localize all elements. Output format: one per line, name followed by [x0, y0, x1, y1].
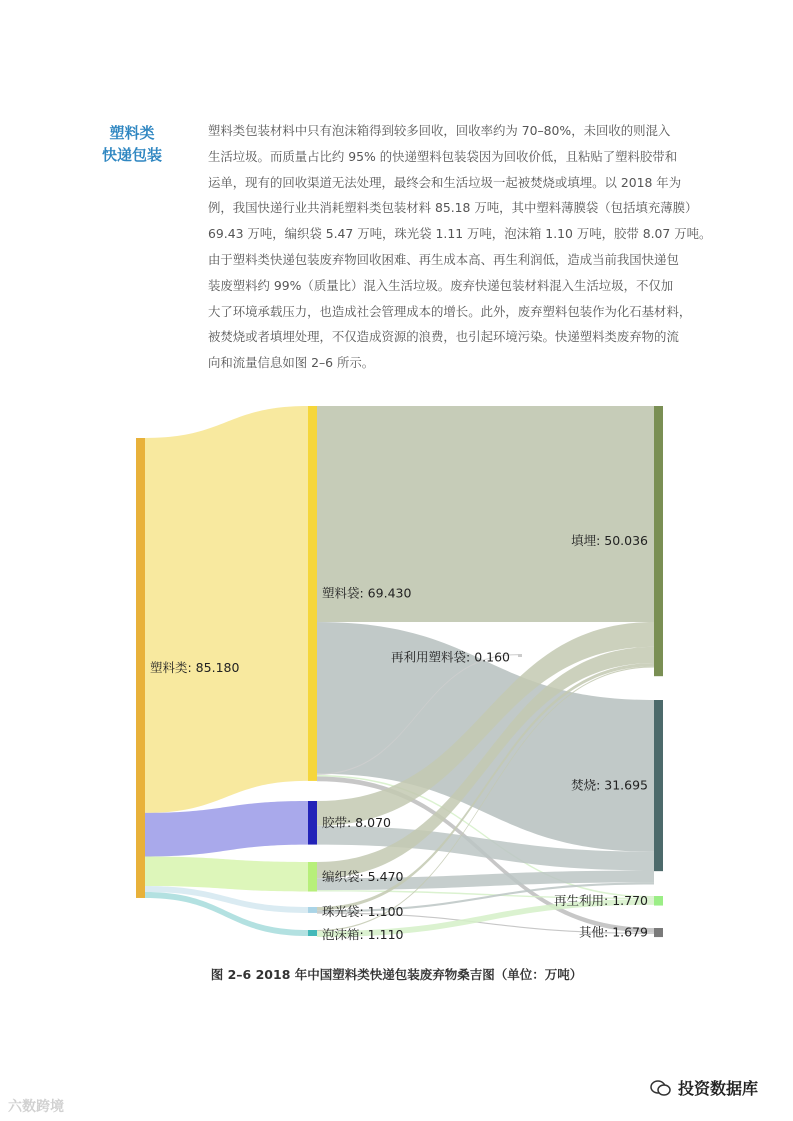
sankey-node-reuse	[518, 654, 522, 657]
section-title-line-2: 快递包装	[101, 146, 162, 164]
wechat-icon	[650, 1079, 672, 1097]
sankey-node-woven	[308, 862, 317, 892]
sankey-label-landfill: 填埋: 50.036	[571, 533, 648, 549]
sankey-label-other: 其他: 1.679	[579, 924, 648, 940]
paragraph-line: 大了环境承载压力，也造成社会管理成本的增长。此外，废弃塑料包装作为化石基材料，	[208, 303, 692, 319]
sankey-link-plastic-bag	[145, 406, 308, 813]
sankey-link-plastic-woven	[145, 857, 308, 892]
figure-caption: 图 2–6 2018 年中国塑料类快递包装废弃物桑吉图（单位：万吨）	[210, 967, 583, 982]
sankey-label-tape: 胶带: 8.070	[322, 814, 391, 830]
paragraph-line: 由于塑料类快递包装废弃物回收困难、再生成本高、再生利润低，造成当前我国快递包	[208, 251, 679, 267]
sankey-label-pearl: 珠光袋: 1.100	[322, 903, 404, 919]
sankey-label-foam: 泡沫箱: 1.110	[322, 926, 404, 942]
sankey-label-recycle: 再生利用: 1.770	[554, 892, 648, 908]
sankey-label-incin: 焚烧: 31.695	[571, 777, 648, 793]
sankey-node-pearl	[308, 907, 317, 913]
sankey-node-incin	[654, 700, 663, 871]
section-title-line-1: 塑料类	[109, 124, 155, 142]
paragraph-line: 运单，现有的回收渠道无法处理，最终会和生活垃圾一起被焚烧或填埋。以 2018 年为	[208, 174, 682, 190]
paragraph-line: 被焚烧或者填埋处理，不仅造成资源的浪费，也引起环境污染。快递塑料类废弃物的流	[208, 329, 679, 345]
sankey-node-tape	[308, 801, 317, 845]
watermark-left: 六数跨境	[8, 1099, 64, 1115]
sankey-node-foam	[308, 930, 317, 936]
sankey-label-reuse: 再利用塑料袋: 0.160	[391, 649, 510, 665]
paragraph-line: 69.43 万吨，编织袋 5.47 万吨，珠光袋 1.11 万吨，泡沫箱 1.10 万吨，胶带 8.07 万吨。	[208, 226, 712, 242]
sankey-label-plastic: 塑料类: 85.180	[150, 659, 240, 675]
watermark-right	[650, 1076, 758, 1099]
paragraph-line: 塑料类包装材料中只有泡沫箱得到较多回收，回收率约为 70–80%，未回收的则混入	[208, 123, 671, 138]
paragraph-line: 装废塑料约 99%（质量比）混入生活垃圾。废弃快递包装材料混入生活垃圾，不仅加	[208, 277, 674, 293]
sankey-node-plastic	[136, 438, 145, 898]
paragraph-line: 生活垃圾。而质量占比约 95% 的快递塑料包装袋因为回收价低，且粘贴了塑料胶带和	[208, 148, 678, 164]
sankey-node-other	[654, 928, 663, 937]
sankey-node-recycle	[654, 896, 663, 906]
sankey-node-landfill	[654, 406, 663, 676]
watermark-right-text: 投资数据库	[678, 1079, 759, 1098]
sankey-label-woven: 编织袋: 5.470	[322, 868, 404, 884]
paragraph-line: 向和流量信息如图 2–6 所示。	[208, 355, 375, 371]
sankey-label-bag: 塑料袋: 69.430	[322, 585, 412, 601]
sankey-node-bag	[308, 406, 317, 781]
paragraph-line: 例，我国快递行业共消耗塑料类包装材料 85.18 万吨，其中塑料薄膜袋（包括填充薄膜）	[208, 200, 698, 216]
